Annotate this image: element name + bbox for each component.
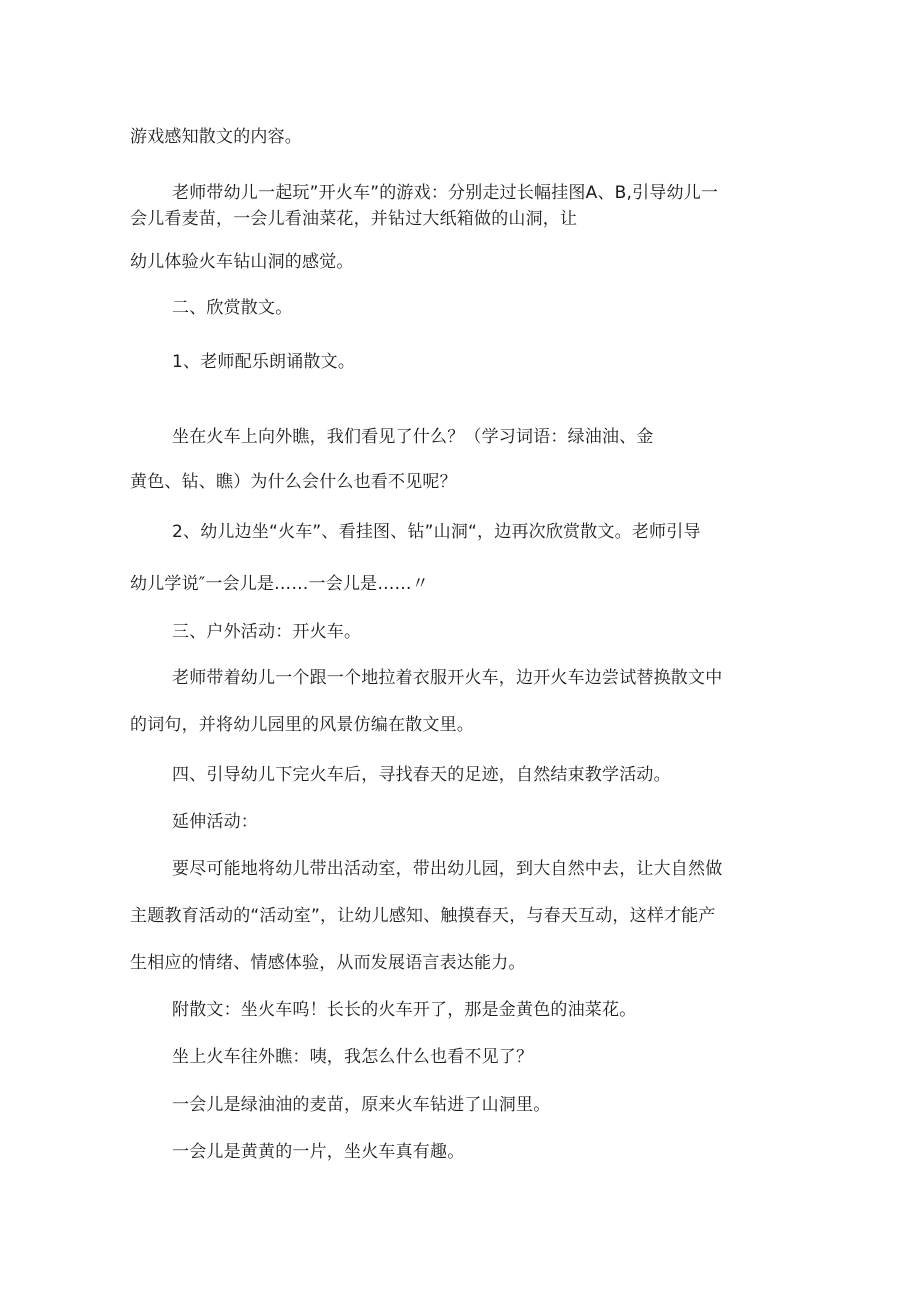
text-line: 老师带着幼儿一个跟一个地拉着衣服开火车，边开火车边尝试替换散文中 [172, 668, 723, 688]
text-line: 老师带幼儿一起玩”开火车”的游戏：分别走过长幅挂图A、B,引导幼儿一 [172, 183, 719, 203]
text-line: 游戏感知散文的内容。 [130, 127, 302, 147]
section-heading: 延伸活动： [172, 812, 258, 832]
text-line: 一会儿是黄黄的一片，坐火车真有趣。 [172, 1142, 465, 1162]
text-line: 坐在火车上向外瞧，我们看见了什么？（学习词语：绿油油、金 [172, 427, 654, 447]
text-line: 会儿看麦苗，一会儿看油菜花，并钻过大纸箱做的山洞，让 [130, 209, 578, 229]
text-line: 1、老师配乐朗诵散文。 [172, 352, 356, 372]
text-line: 的词句，并将幼儿园里的风景仿编在散文里。 [130, 715, 474, 735]
text-line: 坐上火车往外瞧：咦，我怎么什么也看不见了？ [172, 1047, 534, 1067]
text-line: 2、幼儿边坐“火车”、看挂图、钻”山洞“，边再次欣赏散文。老师引导 [172, 522, 701, 542]
section-heading: 四、引导幼儿下完火车后，寻找春天的足迹，自然结束教学活动。 [172, 765, 671, 785]
text-line: 一会儿是绿油油的麦苗，原来火车钻进了山洞里。 [172, 1095, 551, 1115]
text-line: 幼儿学说″一会儿是……一会儿是……〃 [130, 574, 429, 594]
text-line: 黄色、钻、瞧）为什么会什么也看不见呢？ [130, 472, 457, 492]
text-line: 生相应的情绪、情感体验，从而发展语言表达能力。 [130, 953, 526, 973]
text-line: 附散文：坐火车呜！长长的火车开了，那是金黄色的油菜花。 [172, 1000, 637, 1020]
text-line: 要尽可能地将幼儿带出活动室，带出幼儿园，到大自然中去，让大自然做 [172, 859, 723, 879]
text-line: 主题教育活动的“活动室”，让幼儿感知、触摸春天，与春天互动，这样才能产 [130, 906, 716, 926]
text-line: 幼儿体验火车钻山洞的感觉。 [130, 252, 354, 272]
section-heading: 三、户外活动：开火车。 [172, 622, 362, 642]
section-heading: 二、欣赏散文。 [172, 298, 293, 318]
